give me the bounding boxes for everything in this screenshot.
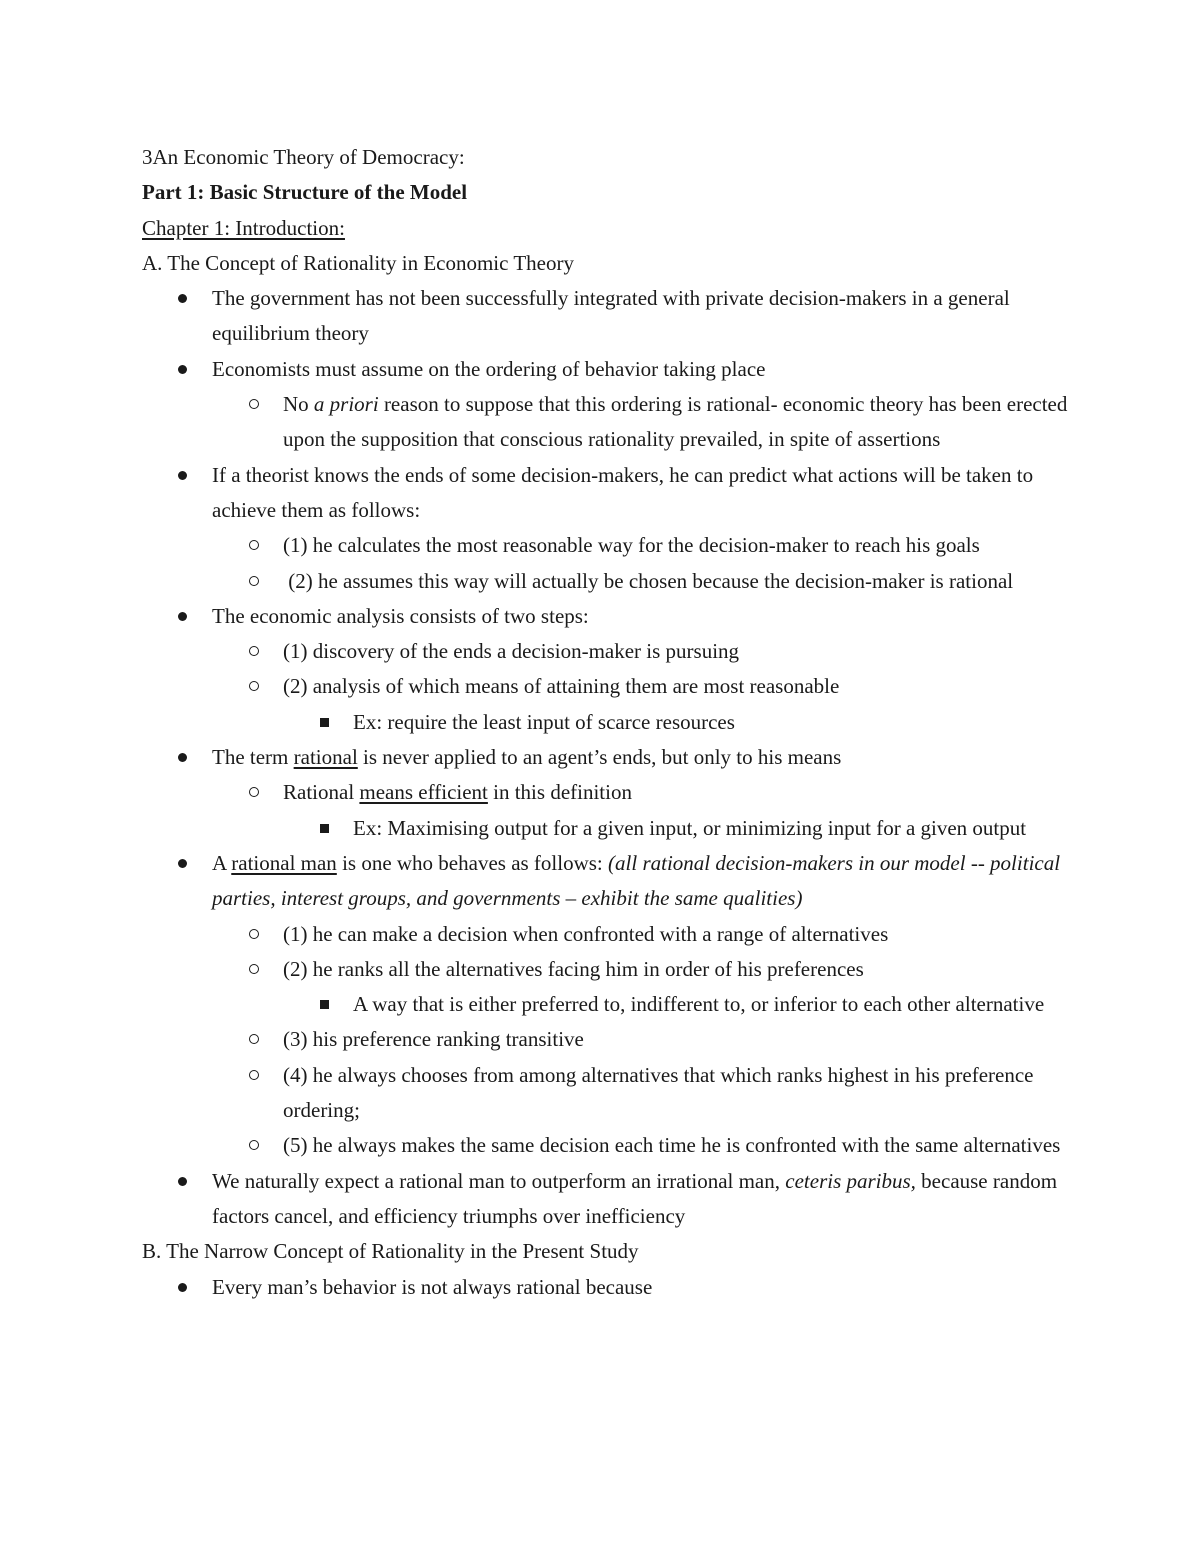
bullet-circle-icon	[249, 1070, 259, 1080]
bullet-circle-icon	[249, 681, 259, 691]
list-item: (1) discovery of the ends a decision-maker is pursuing	[142, 634, 1072, 669]
bullet-circle-icon	[249, 787, 259, 797]
bullet-square-icon	[320, 1000, 329, 1009]
chapter-heading: Chapter 1: Introduction:	[142, 215, 345, 240]
bullet-square-icon	[320, 718, 329, 727]
list-item: The term rational is never applied to an agent’s ends, but only to his means	[142, 740, 1072, 775]
bullet-disc-icon	[178, 294, 187, 303]
section-a-heading: A. The Concept of Rationality in Economic Theory	[142, 250, 574, 275]
document-page	[142, 140, 1072, 1305]
list-item: No a priori reason to suppose that this ordering is rational- economic theory has been erected upon the supposition that conscious rationality prevailed, in spite of assertions	[142, 387, 1072, 458]
list-item: Rational means efficient in this definition	[142, 775, 1072, 810]
part-heading: Part 1: Basic Structure of the Model	[142, 180, 468, 205]
bullet-disc-icon	[178, 612, 187, 621]
bullet-disc-icon	[178, 1177, 187, 1186]
bullet-circle-icon	[249, 399, 259, 409]
bullet-circle-icon	[249, 1140, 259, 1150]
bullet-disc-icon	[178, 753, 187, 762]
document-title: 3An Economic Theory of Democracy:	[142, 145, 465, 169]
list-item: A rational man is one who behaves as follows: (all rational decision-makers in our model -- political parties, interest groups, and governments – exhibit the same qualities)	[142, 846, 1072, 917]
list-item: Ex: Maximising output for a given input, or minimizing input for a given output	[142, 811, 1072, 846]
bullet-disc-icon	[178, 859, 187, 868]
bullet-circle-icon	[249, 646, 259, 656]
list-item: (2) analysis of which means of attaining them are most reasonable	[142, 669, 1072, 704]
bullet-circle-icon	[249, 929, 259, 939]
list-item: (1) he can make a decision when confronted with a range of alternatives	[142, 917, 1072, 952]
section-b-list	[142, 1270, 1072, 1305]
section-a-list	[142, 281, 1072, 1234]
list-item: The government has not been successfully integrated with private decision-makers in a general equilibrium theory	[142, 281, 1072, 352]
list-item: A way that is either preferred to, indifferent to, or inferior to each other alternative	[142, 987, 1072, 1022]
list-item: We naturally expect a rational man to outperform an irrational man, ceteris paribus, because random factors cancel, and efficiency triumphs over inefficiency	[142, 1164, 1072, 1235]
section-b-heading: B. The Narrow Concept of Rationality in the Present Study	[142, 1239, 639, 1264]
bullet-circle-icon	[249, 540, 259, 550]
list-item: If a theorist knows the ends of some decision-makers, he can predict what actions will be taken to achieve them as follows:	[142, 458, 1072, 529]
list-item: (4) he always chooses from among alternatives that which ranks highest in his preference ordering;	[142, 1058, 1072, 1129]
list-item: Every man’s behavior is not always rational because	[142, 1270, 1072, 1305]
list-item: (2) he ranks all the alternatives facing him in order of his preferences	[142, 952, 1072, 987]
list-item: (1) he calculates the most reasonable way for the decision-maker to reach his goals	[142, 528, 1072, 563]
list-item: (3) his preference ranking transitive	[142, 1022, 1072, 1057]
bullet-disc-icon	[178, 471, 187, 480]
list-item: (5) he always makes the same decision each time he is confronted with the same alternatives	[142, 1128, 1072, 1163]
bullet-square-icon	[320, 824, 329, 833]
list-item: (2) he assumes this way will actually be chosen because the decision-maker is rational	[142, 564, 1072, 599]
bullet-circle-icon	[249, 964, 259, 974]
list-item: Economists must assume on the ordering of behavior taking place	[142, 352, 1072, 387]
list-item: The economic analysis consists of two steps:	[142, 599, 1072, 634]
bullet-circle-icon	[249, 576, 259, 586]
bullet-disc-icon	[178, 1283, 187, 1292]
list-item: Ex: require the least input of scarce resources	[142, 705, 1072, 740]
bullet-circle-icon	[249, 1034, 259, 1044]
bullet-disc-icon	[178, 365, 187, 374]
